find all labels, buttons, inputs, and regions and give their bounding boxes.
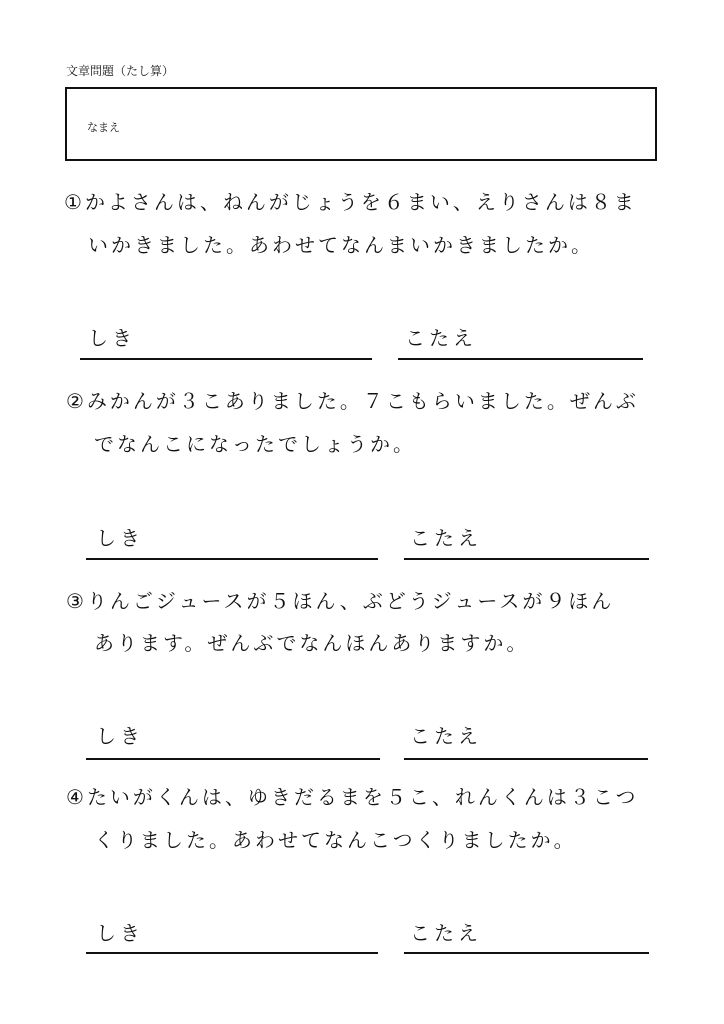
formula-answer-line[interactable] — [86, 952, 378, 954]
answer-line[interactable] — [404, 952, 649, 954]
question-text-line1: りんごジュースが５ほん、ぶどうジュースが９ほん — [86, 589, 615, 613]
answer-label: こたえ — [410, 921, 482, 945]
answer-line[interactable] — [404, 558, 649, 560]
answer-label: こたえ — [410, 526, 482, 550]
worksheet-title: 文章問題（たし算） — [66, 64, 175, 78]
question-text-line2: いかきました。あわせてなんまいかきましたか。 — [88, 233, 594, 257]
answer-label: こたえ — [410, 724, 482, 748]
question-text-line1: たいがくんは、ゆきだるまを５こ、れんくんは３こつ — [86, 785, 639, 809]
answer-label: こたえ — [405, 326, 477, 350]
question-text-line1: かよさんは、ねんがじょうを６まい、えりさんは８ま — [84, 190, 637, 214]
formula-answer-line[interactable] — [80, 358, 372, 360]
formula-label: しき — [88, 326, 136, 350]
name-field-box[interactable] — [65, 87, 657, 161]
formula-label: しき — [96, 921, 144, 945]
question-text-line2: あります。ぜんぶでなんほんありますか。 — [94, 631, 530, 655]
question-text-line1: みかんが３こありました。７こもらいました。ぜんぶ — [86, 389, 639, 413]
formula-label: しき — [96, 724, 144, 748]
question-number: ④ — [66, 785, 87, 809]
question-text-line2: でなんこになったでしょうか。 — [94, 432, 416, 456]
answer-line[interactable] — [398, 358, 643, 360]
formula-answer-line[interactable] — [86, 558, 378, 560]
formula-answer-line[interactable] — [86, 758, 380, 760]
name-label: なまえ — [87, 121, 120, 134]
question-number: ① — [64, 190, 85, 214]
question-text-line2: くりました。あわせてなんこつくりましたか。 — [94, 828, 577, 852]
formula-label: しき — [96, 526, 144, 550]
answer-line[interactable] — [404, 758, 648, 760]
question-number: ③ — [66, 589, 87, 613]
question-number: ② — [66, 389, 87, 413]
